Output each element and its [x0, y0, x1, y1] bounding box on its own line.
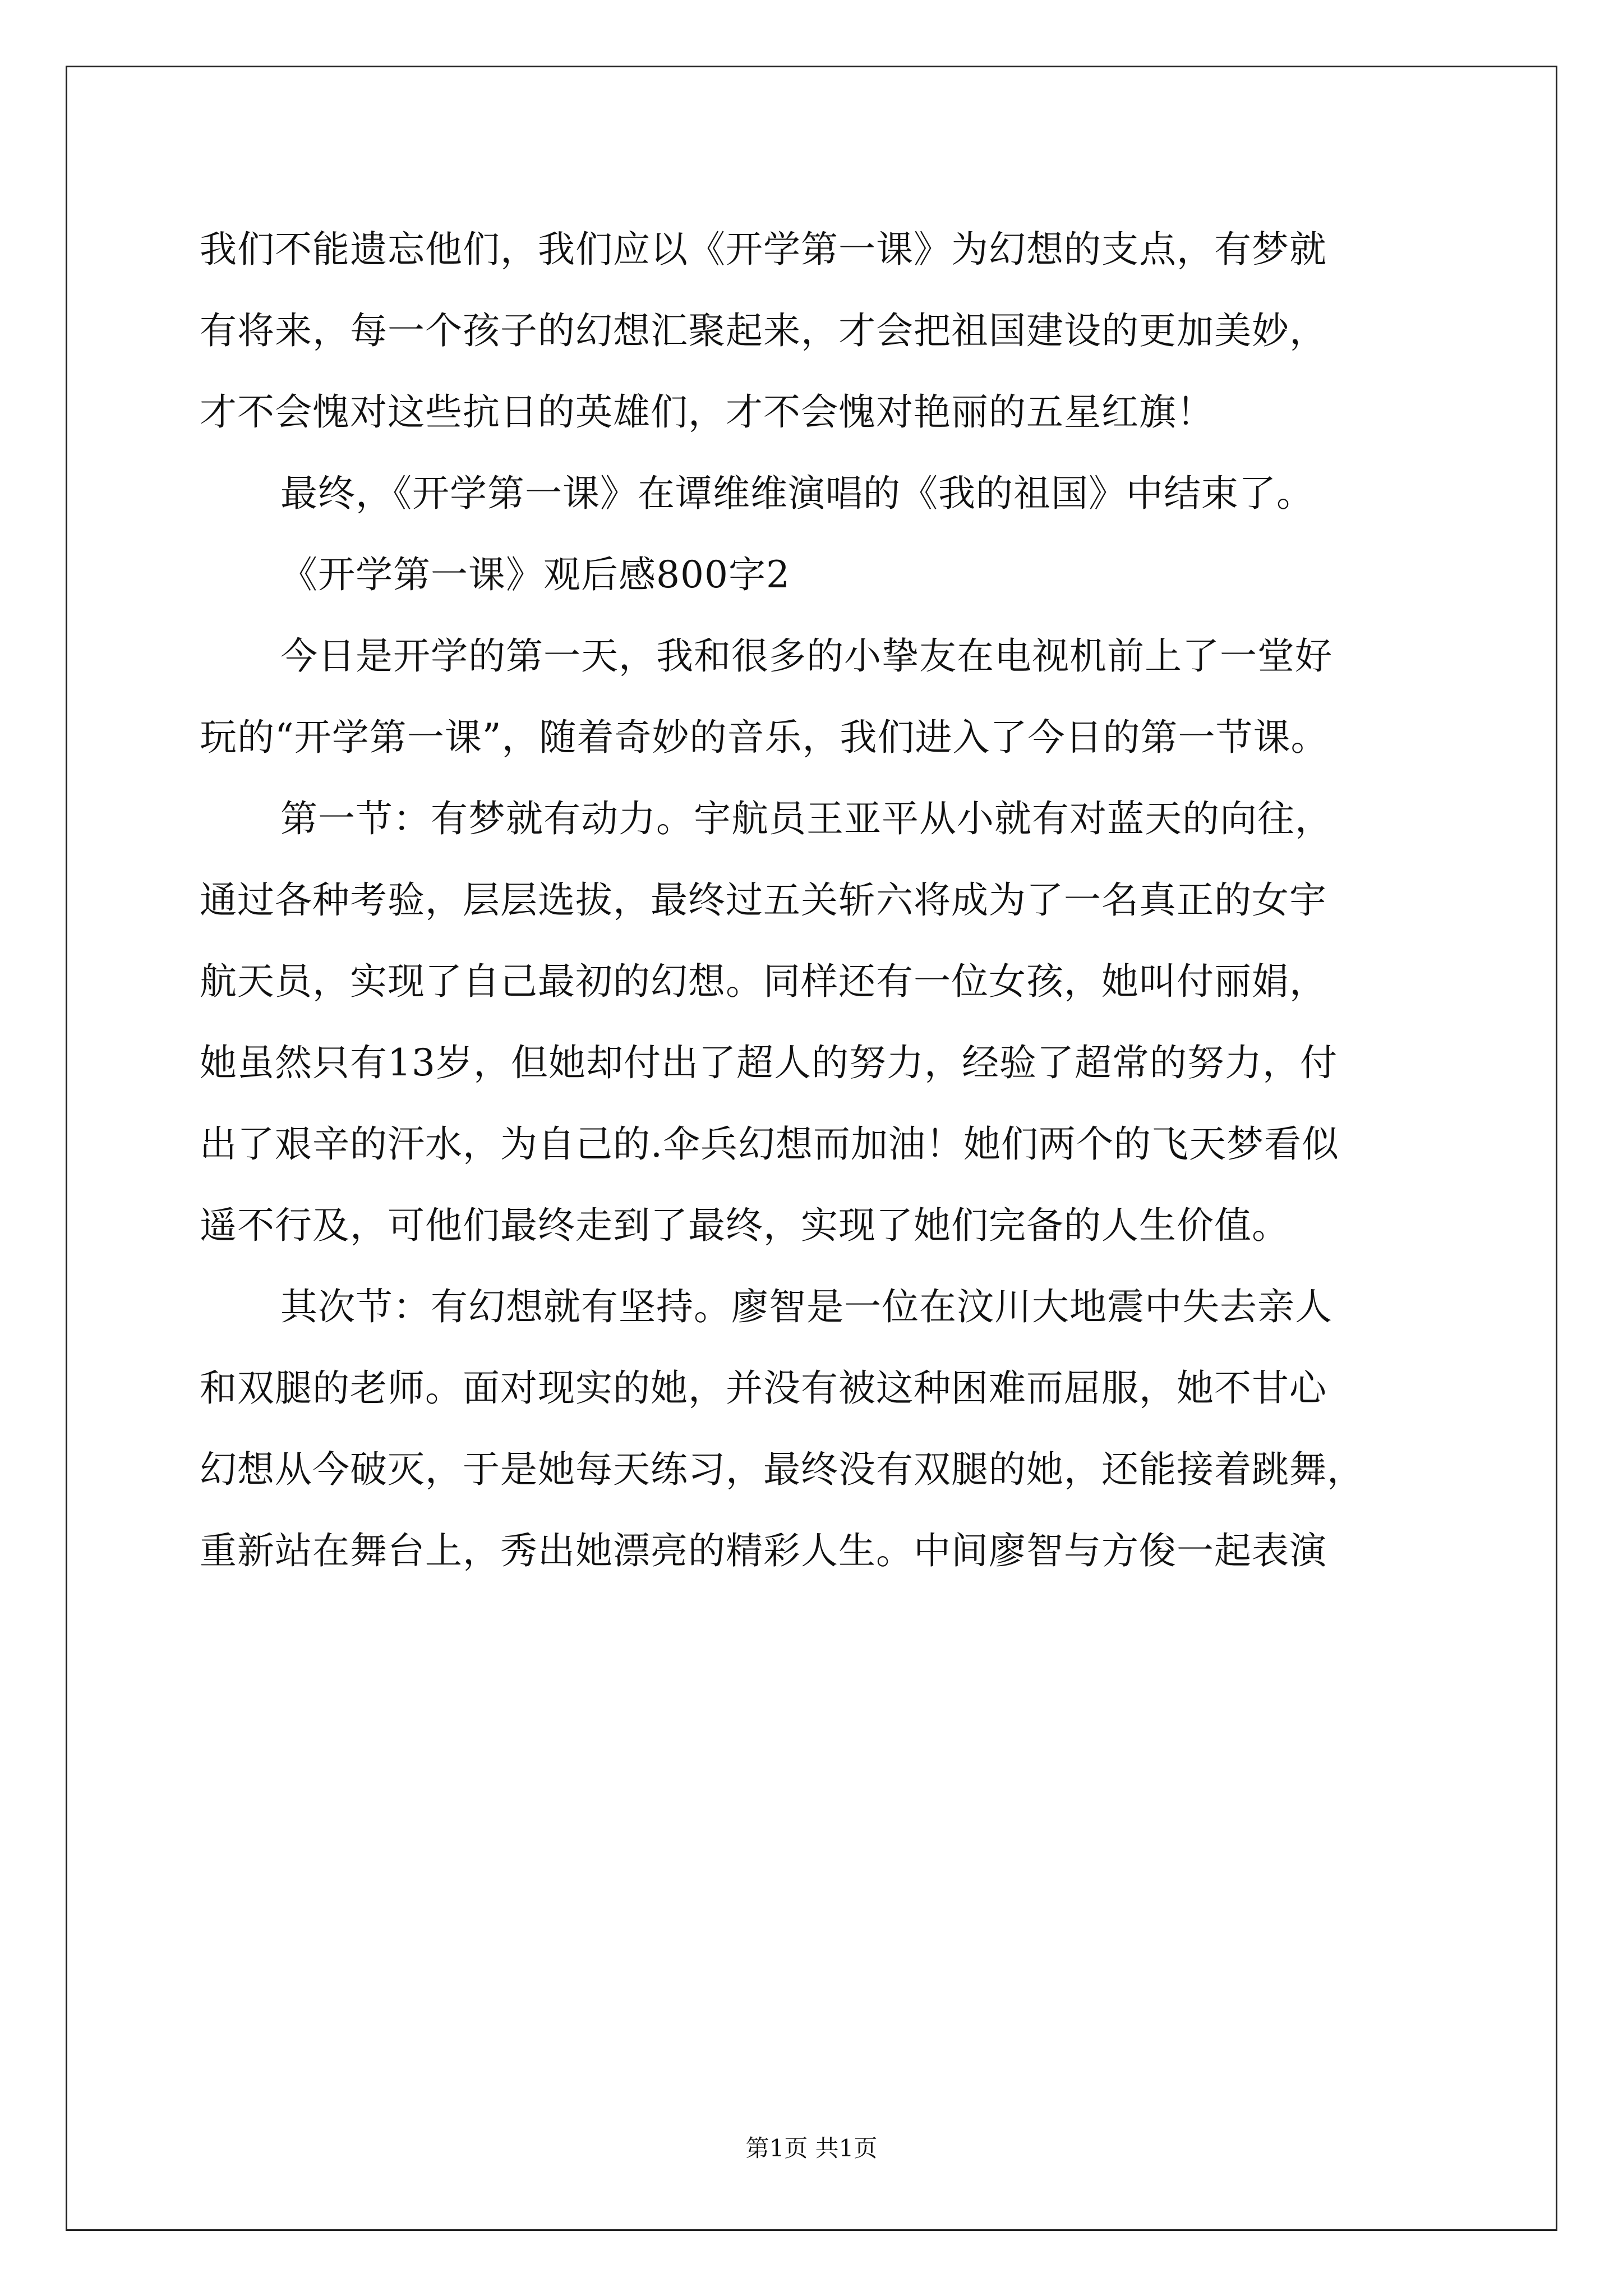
paragraph-line: 我们不能遗忘他们，我们应以《开学第一课》为幻想的支点，有梦就: [200, 228, 1327, 271]
paragraph-line: 遥不行及，可他们最终走到了最终，实现了她们完备的人生价值。: [200, 1204, 1289, 1247]
paragraph-line: 出了艰辛的汗水，为自己的.伞兵幻想而加油！她们两个的飞天梦看似: [200, 1122, 1339, 1166]
paragraph-line: 航天员，实现了自己最初的幻想。同样还有一位女孩，她叫付丽娟，: [200, 960, 1327, 1003]
paragraph-line: 有将来，每一个孩子的幻想汇聚起来，才会把祖国建设的更加美妙，: [200, 309, 1327, 352]
paragraph-line: 重新站在舞台上，秀出她漂亮的精彩人生。中间廖智与方俊一起表演: [200, 1529, 1327, 1572]
paragraph-line: 玩的“开学第一课”，随着奇妙的音乐，我们进入了今日的第一节课。: [200, 716, 1329, 759]
paragraph-line: 她虽然只有13岁，但她却付出了超人的努力，经验了超常的努力，付: [200, 1041, 1338, 1084]
paragraph-line: 最终，《开学第一课》在谭维维演唱的《我的祖国》中结束了。: [280, 472, 1314, 515]
paragraph-line: 第一节：有梦就有动力。宇航员王亚平从小就有对蓝天的向往，: [280, 797, 1332, 840]
paragraph-line: 其次节：有幻想就有坚持。廖智是一位在汶川大地震中失去亲人: [280, 1285, 1332, 1328]
paragraph-line: 幻想从今破灭，于是她每天练习，最终没有双腿的她，还能接着跳舞，: [200, 1448, 1364, 1491]
section-heading: 《开学第一课》观后感800字2: [280, 553, 790, 596]
paragraph-line: 和双腿的老师。面对现实的她，并没有被这种困难而屈服，她不甘心: [200, 1366, 1327, 1410]
paragraph-line: 才不会愧对这些抗日的英雄们，才不会愧对艳丽的五星红旗！: [200, 390, 1214, 434]
page-number-footer: 第1页 共1页: [745, 2134, 878, 2162]
paragraph-line: 今日是开学的第一天，我和很多的小挚友在电视机前上了一堂好: [280, 634, 1332, 678]
paragraph-line: 通过各种考验，层层选拔，最终过五关斩六将成为了一名真正的女宇: [200, 878, 1327, 922]
